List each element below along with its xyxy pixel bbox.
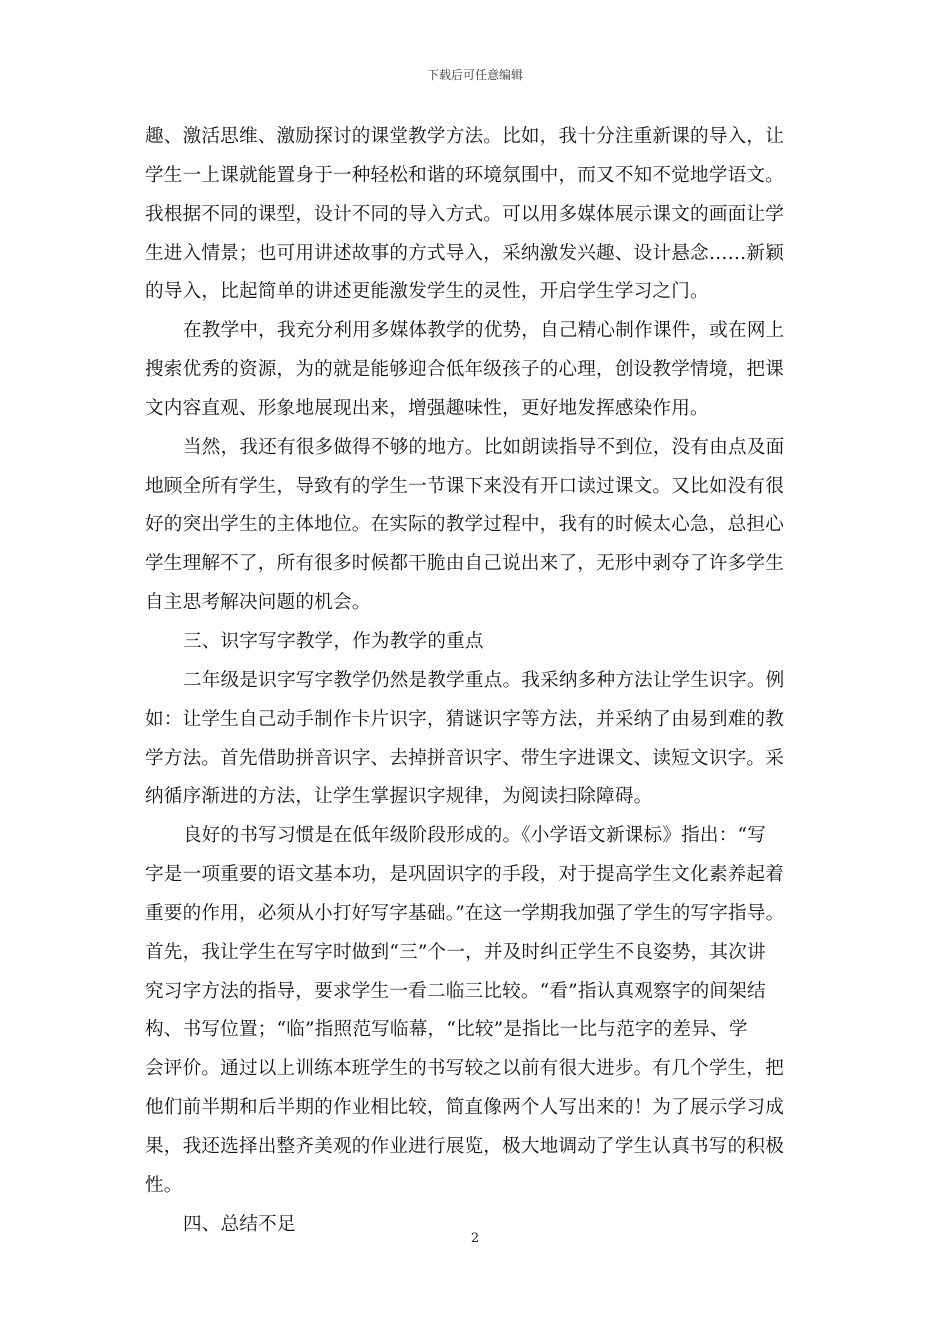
section-heading: 三、识字写字教学，作为教学的重点 [183, 630, 484, 652]
section-heading: 四、总结不足 [183, 1213, 296, 1235]
text-line: 会评价。通过以上训练本班学生的书写较之以前有很大进步。有几个学生，把 [145, 1058, 784, 1080]
text-line: 文内容直观、形象地展现出来，增强趣味性，更好地发挥感染作用。 [145, 397, 709, 419]
text-line: 的导入，比起简单的讲述更能激发学生的灵性，开启学生学习之门。 [145, 281, 709, 303]
text-line: 学生理解不了，所有很多时候都干脆由自己说出来了，无形中剥夺了许多学生 [145, 553, 784, 575]
page-number: 2 [470, 1231, 480, 1246]
text-line: 自主思考解决问题的机会。 [145, 592, 371, 614]
text-line: 当然，我还有很多做得不够的地方。比如朗读指导不到位，没有由点及面 [183, 436, 785, 458]
text-line: 我根据不同的课型，设计不同的导入方式。可以用多媒体展示课文的画面让学 [145, 203, 784, 225]
page-header: 下载后可任意编辑 [426, 68, 523, 82]
text-line: 好的突出学生的主体地位。在实际的教学过程中，我有的时候太心急，总担心 [145, 514, 784, 536]
text-line: 搜索优秀的资源，为的就是能够迎合低年级孩子的心理，创设教学情境，把课 [145, 359, 784, 381]
text-line: 生进入情景；也可用讲述故事的方式导入，采纳激发兴趣、设计悬念……新颖 [145, 242, 784, 264]
text-line: 如：让学生自己动手制作卡片识字，猜谜识字等方法，并采纳了由易到难的教 [145, 708, 784, 730]
text-line: 究习字方法的指导，要求学生一看二临三比较。“看”指认真观察字的间架结 [145, 980, 766, 1002]
text-line: 重要的作用，必须从小打好写字基础。”在这一学期我加强了学生的写字指导。 [145, 902, 785, 924]
text-line: 字是一项重要的语文基本功，是巩固识字的手段，对于提高学生文化素养起着 [145, 864, 784, 886]
text-line: 二年级是识字写字教学仍然是教学重点。我采纳多种方法让学生识字。例 [183, 669, 785, 691]
text-line: 学生一上课就能置身于一种轻松和谐的环境氛围中，而又不知不觉地学语文。 [145, 164, 784, 186]
text-line: 在教学中，我充分利用多媒体教学的优势，自己精心制作课件，或在网上 [183, 320, 785, 342]
text-line: 地顾全所有学生，导致有的学生一节课下来没有开口读过课文。又比如没有很 [145, 475, 784, 497]
text-line: 良好的书写习惯是在低年级阶段形成的。《小学语文新课标》指出：“写 [183, 825, 767, 847]
document-body [145, 118, 815, 1244]
text-line: 他们前半期和后半期的作业相比较，简直像两个人写出来的！为了展示学习成 [145, 1097, 784, 1119]
text-line: 首先，我让学生在写字时做到“三”个一，并及时纠正学生不良姿势，其次讲 [145, 941, 766, 963]
text-line: 性。 [145, 1174, 183, 1196]
text-line: 果，我还选择出整齐美观的作业进行展览，极大地调动了学生认真书写的积极 [145, 1135, 784, 1157]
text-line: 构、书写位置；“临”指照范写临幕，“比较”是指比一比与范字的差异、学 [145, 1019, 748, 1041]
text-line: 学方法。首先借助拼音识字、去掉拼音识字、带生字进课文、读短文识字。采 [145, 747, 784, 769]
text-line: 纳循序渐进的方法，让学生掌握识字规律，为阅读扫除障碍。 [145, 786, 653, 808]
text-line: 趣、激活思维、激励探讨的课堂教学方法。比如，我十分注重新课的导入，让 [145, 126, 784, 147]
